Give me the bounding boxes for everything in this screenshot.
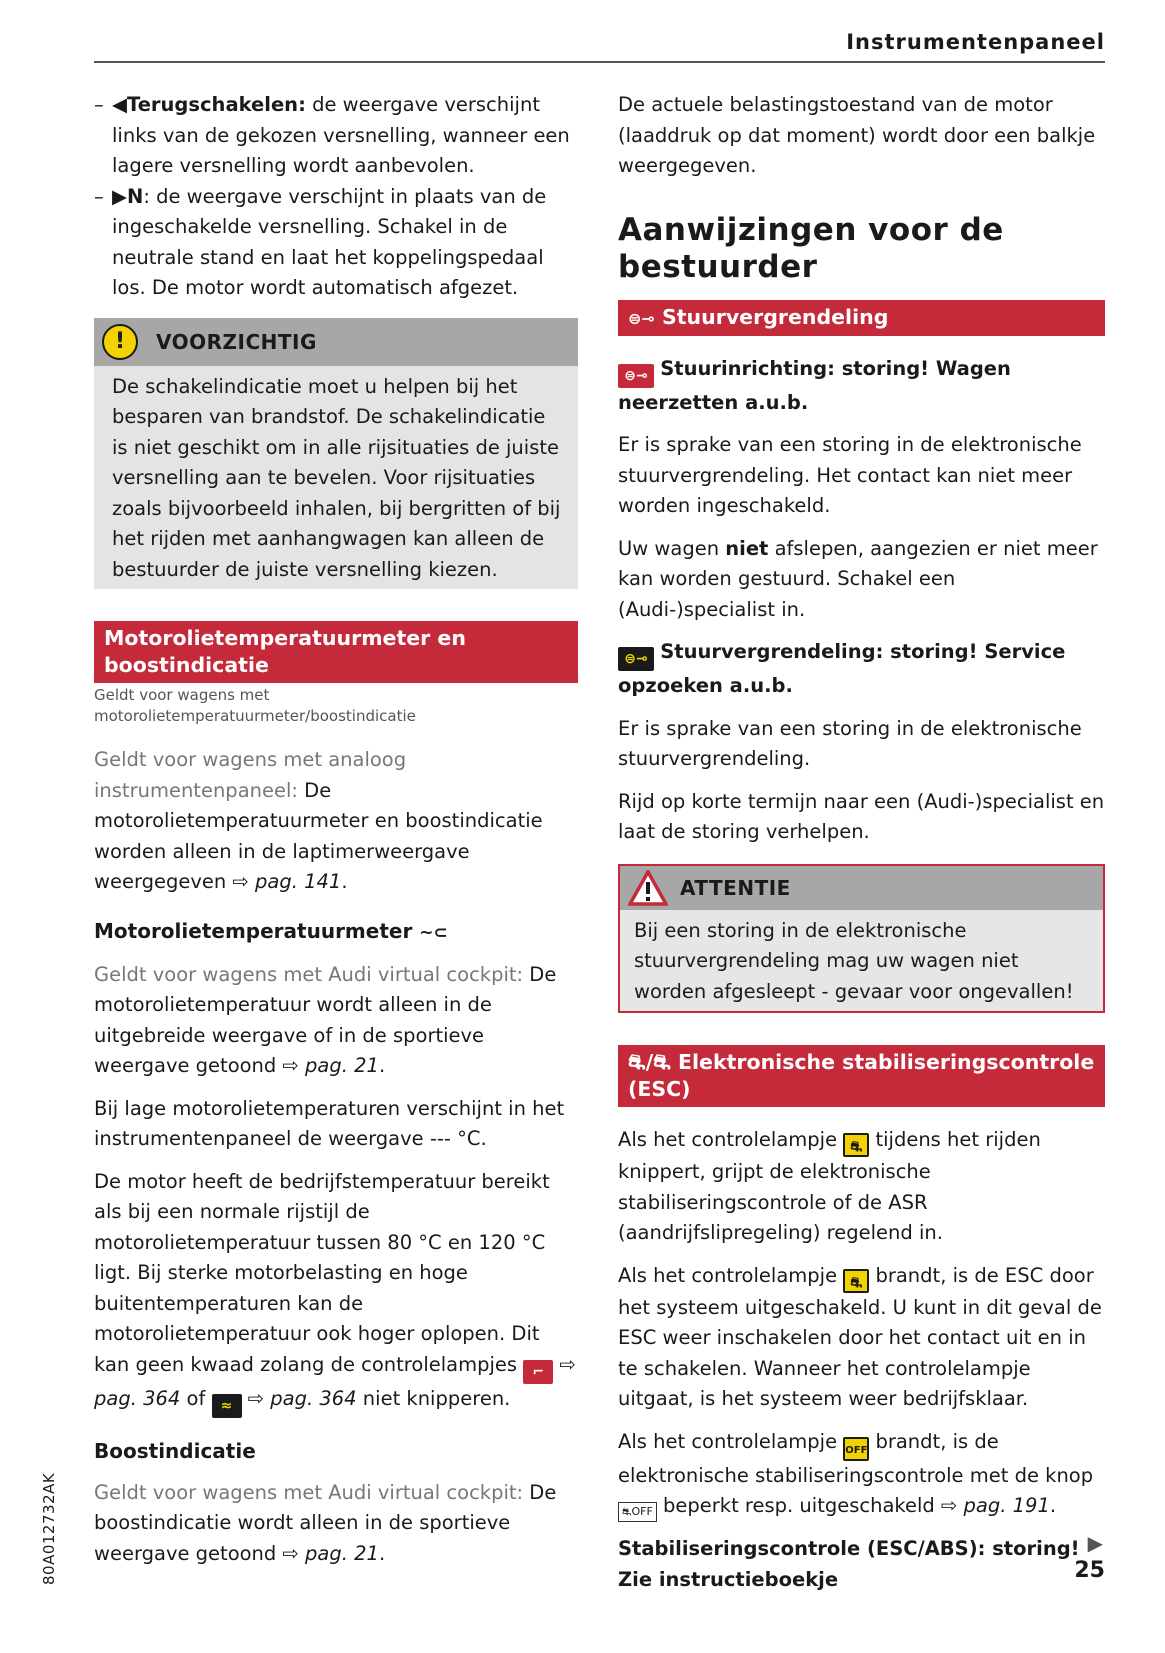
right-column — [618, 90, 1105, 1595]
neutral-text: : de weergave verschijnt in plaats van de ingeschakelde versnelling. Schakel in de neutrale stand en laat het koppelingspedaal los. De motor wordt automatisch afgezet. — [112, 184, 547, 299]
steering-lock-icon: ⊜⊸ — [628, 308, 655, 328]
paragraph-text: tijdens het rijden knippert, grijpt de elektronische stabiliseringscontrole of de ASR (aandrijfslipregeling) regelend in. — [618, 1128, 1041, 1244]
paragraph-text: afslepen, aangezien er niet meer kan worden gestuurd. Schakel een (Audi-)specialist in. — [618, 536, 1098, 621]
paragraph-text: of — [180, 1386, 212, 1410]
caution-box-header — [94, 318, 578, 366]
applicability-note: Geldt voor wagens met Audi virtual cockpit: — [94, 1480, 524, 1504]
list-dash: – — [94, 184, 104, 208]
steering-lock-yellow-icon: ⊜⊸ — [618, 647, 654, 671]
section-heading-text: Stuurvergrendeling — [661, 304, 889, 329]
page-reference-link[interactable]: ⇨ pag. 21 — [282, 1054, 379, 1077]
caution-title: VOORZICHTIG — [156, 329, 317, 354]
esc-warning-icon: ⛐ — [843, 1133, 869, 1157]
header-rule — [94, 61, 1105, 63]
paragraph-text: De motor heeft de bedrijfstemperatuur bereikt als bij een normale rijstijl de motorolietemperatuur tussen 80 °C en 120 °C ligt. Bij sterke motorbelasting en hoge buitentemperaturen kan de motorolietemperatuur ook hoger oplopen. Dit kan geen kwaad zolang de controlelampjes — [94, 1169, 550, 1376]
esc-off-icon: OFF — [843, 1437, 869, 1461]
heading-oil-temp — [94, 916, 578, 948]
paragraph-text: De motorolietemperatuurmeter en boostindicatie worden alleen in de laptimerweergave weergegeven — [94, 778, 543, 893]
page-number: 25 — [1074, 1558, 1105, 1583]
message-title: Stabiliseringscontrole (ESC/ABS): storing! Zie instructieboekje — [618, 1537, 1080, 1591]
attention-box-body — [620, 910, 1103, 1012]
punct: . — [1049, 1494, 1057, 1517]
neutral-label: N — [127, 184, 144, 208]
paragraph-text: Als het controlelampje — [618, 1263, 844, 1287]
message-title: Stuurvergrendeling: storing! Service opzoeken a.u.b. — [618, 640, 1066, 697]
paragraph-analog — [94, 745, 578, 898]
section-subnote: Geldt voor wagens met motorolietemperatuurmeter/boostindicatie — [94, 686, 416, 725]
applicability-note: Geldt voor wagens met Audi virtual cockpit: — [94, 962, 524, 986]
oil-temperature-icon: ~⊂ — [419, 922, 448, 943]
section-heading-esc — [618, 1045, 1105, 1107]
attention-box — [618, 864, 1105, 1014]
paragraph-text: niet knipperen. — [356, 1386, 511, 1410]
list-item-downshift — [94, 90, 578, 182]
heading-oil-temp-text: Motorolietemperatuurmeter — [94, 918, 413, 943]
list-item-neutral — [94, 182, 578, 304]
left-column — [94, 90, 578, 1569]
paragraph-text: Als het controlelampje — [618, 1128, 844, 1151]
downshift-text: de weergave verschijnt links van de gekozen versnelling, wanneer een lagere versnelling wordt aanbevolen. — [112, 93, 570, 177]
page-reference-link[interactable]: ⇨ pag. 364 — [247, 1386, 357, 1410]
steering-fault-red-icon: ⊜⊸ — [618, 364, 654, 388]
section-heading-text: Elektronische stabiliseringscontrole (ESC) — [628, 1050, 1095, 1101]
applicability-note: Geldt voor wagens met analoog instrumentenpaneel: — [94, 748, 407, 802]
arrow-right-icon: ▶ — [112, 184, 127, 208]
paragraph-no-tow — [618, 534, 1105, 626]
page-reference-link[interactable]: ⇨ pag. 21 — [282, 1541, 379, 1565]
paragraph-text: brandt, is de elektronische stabiliseringscontrole met de knop — [618, 1429, 1094, 1487]
list-dash: – — [94, 93, 104, 116]
message-esc-abs-fault — [618, 1534, 1105, 1595]
paragraph-text: Uw wagen — [618, 536, 726, 560]
esc-icons: ⛐/⛐ — [628, 1050, 671, 1074]
paragraph-text: De motorolietemperatuur wordt alleen in de uitgebreide weergave of in de sportieve weergave getoond — [94, 962, 557, 1077]
attention-text: Bij een storing in de elektronische stuurvergrendeling mag uw wagen niet worden afgesleept - gevaar voor ongevallen! — [634, 918, 1074, 1003]
punct: . — [341, 870, 348, 893]
page-header-title: Instrumentenpaneel — [846, 30, 1105, 54]
message-title: Stuurinrichting: storing! Wagen neerzetten a.u.b. — [618, 356, 1011, 414]
paragraph-text: brandt, is de ESC door het systeem uitgeschakeld. U kunt in dit geval de ESC weer inschakelen door het contact uit en in te schakelen. Wanneer het controlelampje uitgaat, is het systeem weer bedrijfsklaar. — [618, 1263, 1102, 1410]
caution-text: De schakelindicatie moet u helpen bij het besparen van brandstof. De schakelindicatie is niet geschikt om in alle rijsituaties de juiste versnelling aan te bevelen. Voor rijsituaties zoals bijvoorbeeld inhalen, bij bergritten of bij het rijden met aanhangwagen kan alleen de bestuurder de juiste versnelling kiezen. — [112, 374, 561, 581]
paragraph-text: De boostindicatie wordt alleen in de sportieve weergave getoond — [94, 1480, 557, 1565]
oil-level-warning-icon: ≈ — [212, 1394, 242, 1418]
paragraph-low-temp: Bij lage motorolietemperaturen verschijnt in het instrumentenpaneel de weergave --- °C. — [94, 1096, 565, 1150]
document-code: 80A012732AK — [40, 1472, 58, 1585]
page-reference-link[interactable]: ⇨ pag. 191 — [941, 1494, 1050, 1517]
paragraph-esc-off — [618, 1427, 1105, 1523]
emphasis: niet — [725, 536, 769, 560]
page-reference-link[interactable]: ⇨ pag. 364 — [94, 1352, 576, 1410]
message-steering-fault — [618, 354, 1105, 419]
caution-box-body — [94, 366, 578, 590]
heading-boost: Boostindicatie — [94, 1438, 256, 1463]
paragraph-boost-bar: De actuele belastingstoestand van de motor (laaddruk op dat moment) wordt door een balkje weergegeven. — [618, 93, 1096, 177]
warning-triangle-icon — [628, 870, 668, 906]
caution-box — [94, 318, 578, 590]
paragraph-esc-flashing — [618, 1125, 1105, 1249]
esc-off-button-icon: ⛐OFF — [618, 1502, 657, 1522]
section-heading-oil-boost: Motorolietemperatuurmeter en boostindicatie — [94, 621, 578, 683]
attention-box-header — [620, 866, 1103, 910]
punct: . — [378, 1054, 386, 1077]
paragraph-virtual-cockpit-oil — [94, 960, 578, 1082]
paragraph-operating-temp — [94, 1167, 578, 1418]
paragraph-virtual-cockpit-boost — [94, 1478, 578, 1570]
paragraph-text: Als het controlelampje — [618, 1429, 844, 1453]
oil-pressure-warning-icon: ⌐ — [523, 1360, 553, 1384]
paragraph-text: beperkt resp. uitgeschakeld — [656, 1494, 942, 1517]
continue-arrow-icon: ▶ — [1087, 1531, 1103, 1555]
paragraph-steering-lock-fault: Er is sprake van een storing in de elektronische stuurvergrendeling. — [618, 716, 1082, 770]
paragraph-steering-fault: Er is sprake van een storing in de elektronische stuurvergrendeling. Het contact kan niet meer worden ingeschakeld. — [618, 433, 1082, 517]
esc-warning-icon: ⛐ — [843, 1269, 869, 1293]
heading-driver-messages: Aanwijzingen voor de bestuurder — [618, 211, 1004, 285]
caution-icon: ! — [102, 324, 138, 360]
paragraph-visit-specialist: Rijd op korte termijn naar een (Audi-)specialist en laat de storing verhelpen. — [618, 789, 1105, 843]
section-heading-steering-lock — [618, 300, 1105, 336]
page-reference-link[interactable]: ⇨ pag. 141 — [232, 870, 342, 893]
arrow-left-icon: ◀ — [112, 93, 127, 116]
downshift-label: Terugschakelen: — [127, 93, 306, 116]
punct: . — [378, 1541, 386, 1565]
paragraph-esc-on — [618, 1261, 1105, 1415]
message-steering-lock-service — [618, 637, 1105, 702]
attention-title: ATTENTIE — [680, 875, 791, 900]
